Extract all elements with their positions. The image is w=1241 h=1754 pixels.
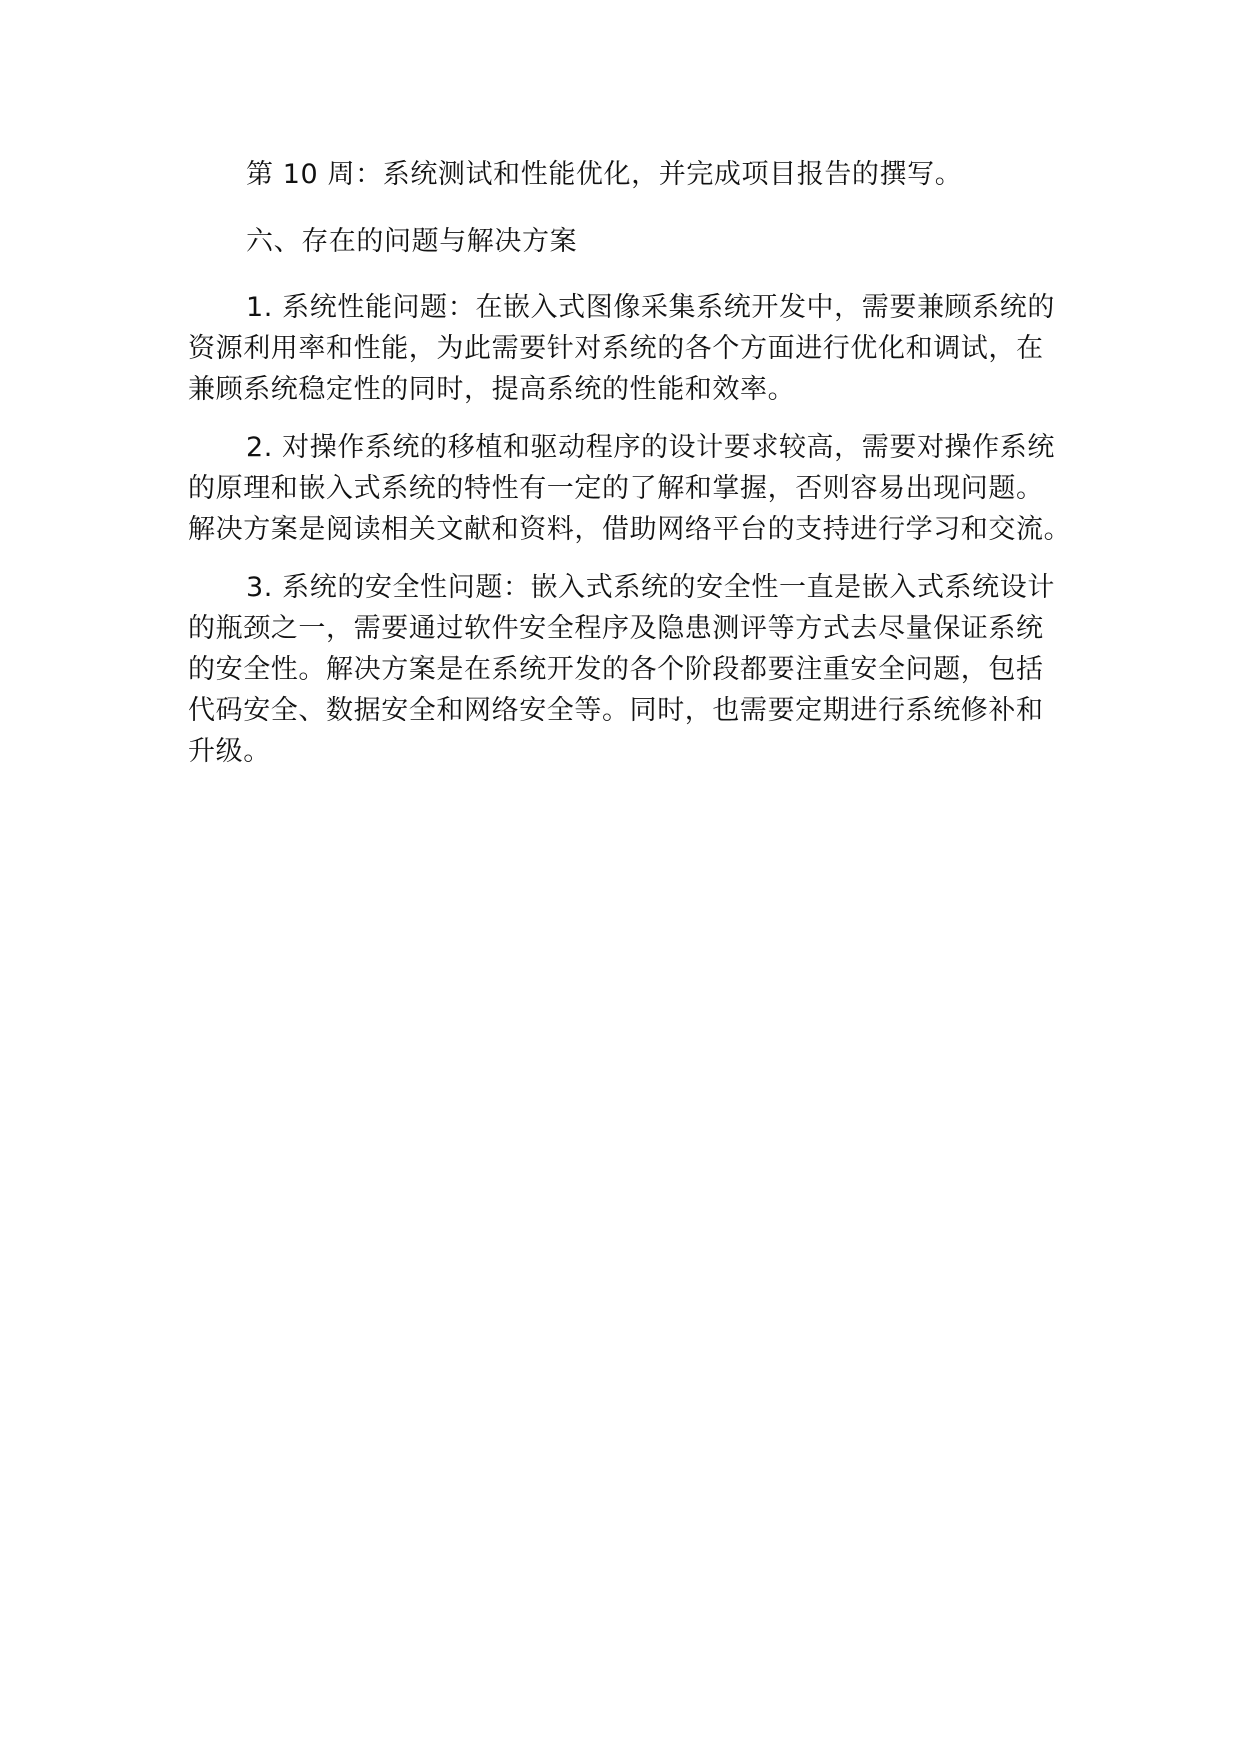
problem-3-line-2: 的瓶颈之一，需要通过软件安全程序及隐患测评等方式去尽量保证系统 bbox=[188, 613, 1044, 644]
problem-1-line-2: 资源利用率和性能，为此需要针对系统的各个方面进行优化和调试，在 bbox=[188, 333, 1044, 364]
problem-3-line-1: 3. 系统的安全性问题：嵌入式系统的安全性一直是嵌入式系统设计 bbox=[246, 572, 1055, 603]
problem-3-line-3: 的安全性。解决方案是在系统开发的各个阶段都要注重安全问题，包括 bbox=[188, 654, 1044, 685]
section-heading: 六、存在的问题与解决方案 bbox=[246, 226, 578, 257]
problem-3-line-4: 代码安全、数据安全和网络安全等。同时，也需要定期进行系统修补和 bbox=[188, 695, 1044, 726]
problem-2-line-2: 的原理和嵌入式系统的特性有一定的了解和掌握，否则容易出现问题。 bbox=[188, 473, 1044, 504]
problem-1-line-1: 1. 系统性能问题：在嵌入式图像采集系统开发中，需要兼顾系统的 bbox=[246, 292, 1055, 323]
problem-2-line-3: 解决方案是阅读相关文献和资料，借助网络平台的支持进行学习和交流。 bbox=[188, 514, 1072, 545]
problem-2-line-1: 2. 对操作系统的移植和驱动程序的设计要求较高，需要对操作系统 bbox=[246, 432, 1055, 463]
problem-1-line-3: 兼顾系统稳定性的同时，提高系统的性能和效率。 bbox=[188, 374, 796, 405]
problem-3-line-5: 升级。 bbox=[188, 736, 271, 767]
schedule-week-10-line: 第 10 周：系统测试和性能优化，并完成项目报告的撰写。 bbox=[246, 159, 963, 190]
